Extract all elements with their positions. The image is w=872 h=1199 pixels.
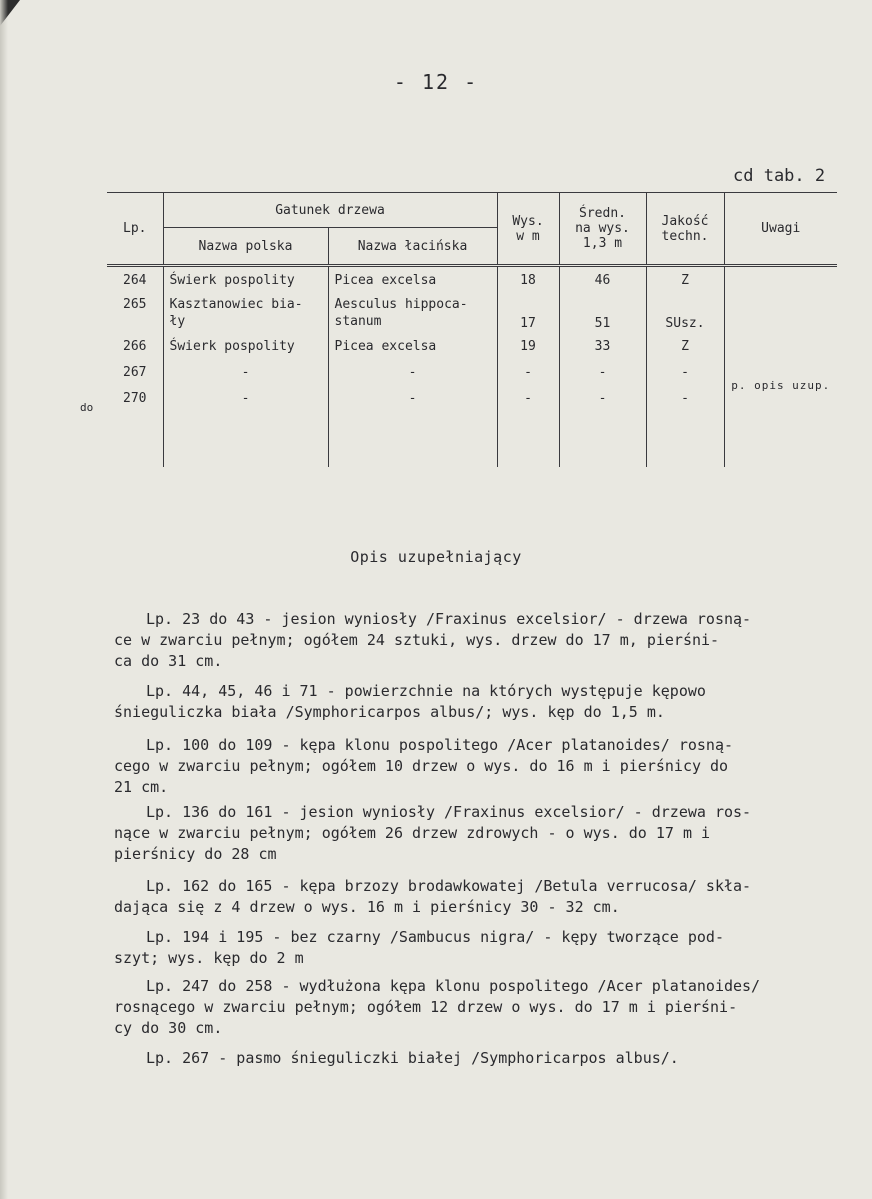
cell-jakosc: Z	[646, 333, 724, 359]
header-wys-line2: w m	[516, 228, 540, 244]
paragraph-line: Lp. 267 - pasmo śnieguliczki białej /Symphoricarpos albus/.	[146, 1049, 679, 1067]
cell-nazwa-polska: Świerk pospolity	[163, 333, 328, 359]
cell-jakosc: -	[646, 359, 724, 385]
cell-wys: 17	[497, 293, 559, 333]
paragraph-line: szyt; wys. kęp do 2 m	[114, 949, 304, 967]
paragraph-line: ca do 31 cm.	[114, 652, 223, 670]
cell-empty	[646, 411, 724, 467]
cell-empty	[163, 411, 328, 467]
cell-nazwa-polska: Świerk pospolity	[163, 266, 328, 294]
page-number: - 12 -	[393, 70, 479, 94]
paragraph-line: Lp. 194 i 195 - bez czarny /Sambucus nigra/ - kępy tworzące pod-	[146, 928, 724, 946]
tree-table	[107, 192, 837, 467]
paragraph-line: rosnącego w zwarciu pełnym; ogółem 12 drzew o wys. do 17 m i pierśni-	[114, 998, 738, 1016]
header-nazwa-lacinska: Nazwa łacińska	[328, 228, 497, 266]
cell-empty	[107, 411, 163, 467]
cell-empty	[559, 411, 646, 467]
cell-lp: 266	[107, 333, 163, 359]
header-jakosc-line2: techn.	[661, 228, 709, 244]
paragraph-line: śnieguliczka biała /Symphoricarpos albus/; wys. kęp do 1,5 m.	[114, 703, 665, 721]
cell-nazwa-lacinska-line1: Aesculus hippoca-	[334, 297, 468, 312]
cell-nazwa-polska	[163, 293, 328, 333]
paragraph	[114, 927, 854, 969]
cell-nazwa-polska-line2: ły	[169, 314, 186, 329]
table-row	[107, 333, 837, 359]
table-continuation-label: cd tab. 2	[733, 166, 826, 186]
paragraph-line: cy do 30 cm.	[114, 1019, 223, 1037]
cell-sredn: 51	[559, 293, 646, 333]
header-nazwa-polska: Nazwa polska	[163, 228, 328, 266]
paragraph	[114, 735, 854, 798]
range-do-label: do	[80, 401, 94, 414]
cell-lp: 267	[107, 359, 163, 385]
cell-empty	[497, 411, 559, 467]
header-wys	[497, 193, 559, 266]
paragraph	[114, 609, 854, 672]
cell-uwagi-note: p. opis uzup.	[731, 378, 831, 392]
paragraph-line: Lp. 162 do 165 - kępa brzozy brodawkowatej /Betula verrucosa/ skła-	[146, 877, 752, 895]
paragraph	[114, 681, 854, 723]
paragraph-line: Lp. 100 do 109 - kępa klonu pospolitego /Acer platanoides/ rosną-	[146, 736, 733, 754]
cell-nazwa-lacinska: -	[328, 385, 497, 411]
cell-jakosc: SUsz.	[646, 293, 724, 333]
header-sredn-line2: na wys.	[575, 221, 630, 236]
cell-lp: 264	[107, 266, 163, 294]
paragraph	[114, 976, 854, 1039]
cell-empty	[328, 411, 497, 467]
paragraph-line: nące w zwarciu pełnym; ogółem 26 drzew zdrowych - o wys. do 17 m i	[114, 824, 711, 842]
paragraph-line: Lp. 23 do 43 - jesion wyniosły /Fraxinus excelsior/ - drzewa rosną-	[146, 610, 752, 628]
cell-sredn: -	[559, 385, 646, 411]
cell-sredn: 46	[559, 266, 646, 294]
cell-nazwa-lacinska: -	[328, 359, 497, 385]
cell-nazwa-lacinska-line2: stanum	[334, 314, 382, 329]
header-jakosc-line1: Jakość	[661, 213, 709, 229]
paragraph-line: Lp. 44, 45, 46 i 71 - powierzchnie na których występuje kępowo	[146, 682, 706, 700]
header-sredn-line1: Średn.	[579, 206, 626, 221]
cell-wys: 18	[497, 266, 559, 294]
header-sredn	[559, 193, 646, 266]
cell-sredn: 33	[559, 333, 646, 359]
paragraph-line: Lp. 136 do 161 - jesion wyniosły /Fraxinus excelsior/ - drzewa ros-	[146, 803, 752, 821]
cell-uwagi	[724, 266, 837, 294]
paragraph-line: Lp. 247 do 258 - wydłużona kępa klonu pospolitego /Acer platanoides/	[146, 977, 761, 995]
table-row	[107, 293, 837, 333]
table-row	[107, 266, 837, 294]
cell-nazwa-lacinska: Picea excelsa	[328, 266, 497, 294]
cell-jakosc: Z	[646, 266, 724, 294]
paragraph-line: dająca się z 4 drzew o wys. 16 m i pierśnicy 30 - 32 cm.	[114, 898, 620, 916]
cell-nazwa-lacinska: Picea excelsa	[328, 333, 497, 359]
header-sredn-line3: 1,3 m	[582, 236, 623, 251]
paragraph-line: 21 cm.	[114, 778, 169, 796]
cell-empty	[724, 411, 837, 467]
cell-nazwa-polska: -	[163, 385, 328, 411]
cell-sredn: -	[559, 359, 646, 385]
cell-uwagi	[724, 333, 837, 359]
paragraph-line: cego w zwarciu pełnym; ogółem 10 drzew o wys. do 16 m i pierśnicy do	[114, 757, 729, 775]
page-edge-shadow	[0, 0, 8, 1199]
cell-wys: -	[497, 385, 559, 411]
header-wys-line1: Wys.	[512, 213, 544, 229]
cell-uwagi	[724, 293, 837, 333]
cell-wys: 19	[497, 333, 559, 359]
paragraph	[114, 802, 854, 865]
table-row	[107, 359, 837, 385]
paragraph-line: pierśnicy do 28 cm	[114, 845, 277, 863]
cell-nazwa-polska: -	[163, 359, 328, 385]
cell-lp: 265	[107, 293, 163, 333]
cell-jakosc: -	[646, 385, 724, 411]
header-uwagi: Uwagi	[724, 193, 837, 266]
cell-wys: -	[497, 359, 559, 385]
header-jakosc	[646, 193, 724, 266]
header-gatunek: Gatunek drzewa	[163, 193, 497, 228]
paragraph-line: ce w zwarciu pełnym; ogółem 24 sztuki, wys. drzew do 17 m, pierśni-	[114, 631, 720, 649]
cell-nazwa-lacinska	[328, 293, 497, 333]
cell-nazwa-polska-line1: Kasztanowiec bia-	[169, 297, 303, 312]
paragraph	[114, 876, 854, 918]
table-row-empty	[107, 411, 837, 467]
paragraph	[114, 1048, 854, 1069]
cell-lp: 270	[107, 385, 163, 411]
section-title: Opis uzupełniający	[350, 548, 522, 566]
header-lp: Lp.	[107, 193, 163, 266]
